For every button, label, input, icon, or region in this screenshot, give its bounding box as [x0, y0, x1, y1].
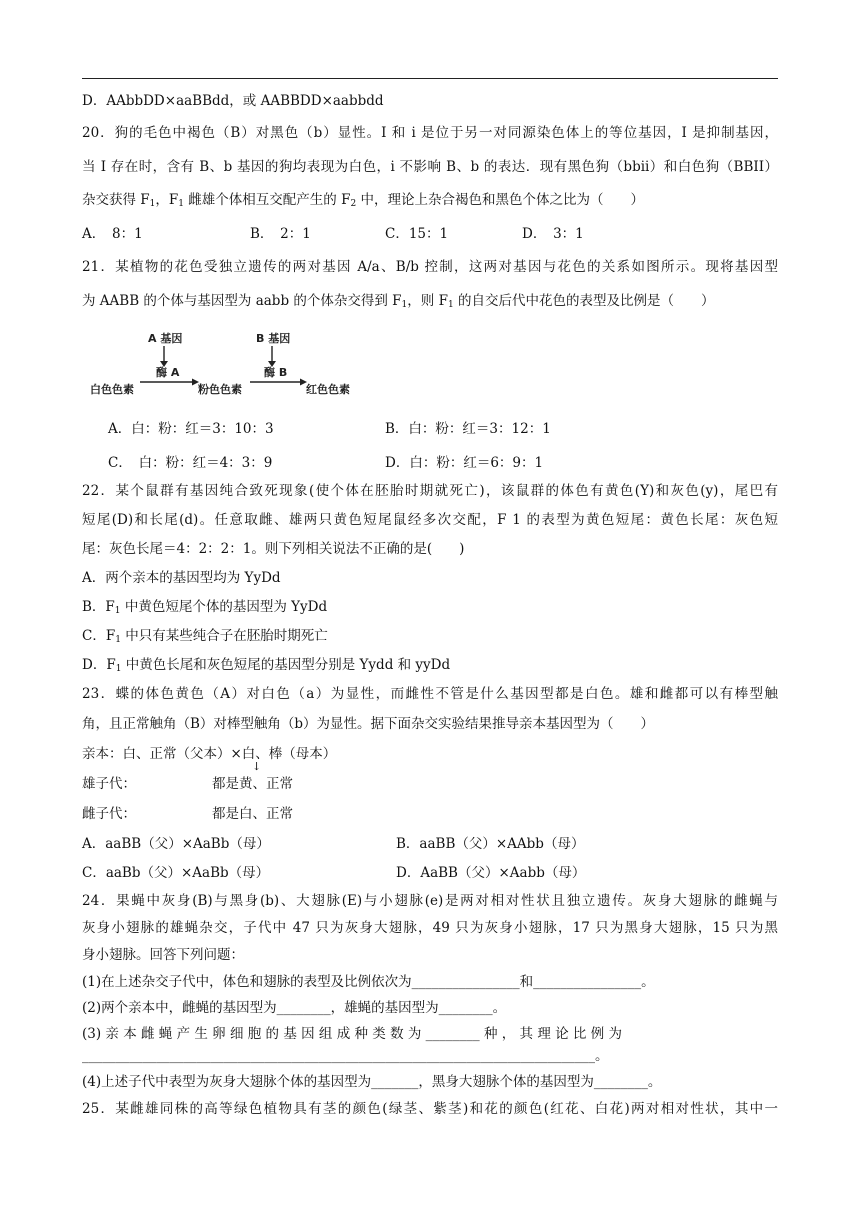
- q22-stem-line-2: 短尾(D)和长尾(d)。任意取雌、雄两只黄色短尾鼠经多次交配，F 1 的表型为黄色短尾：黄色长尾：灰色短: [82, 512, 778, 528]
- q22-stem-line-1: 22．某个鼠群有基因纯合致死现象(使个体在胚胎时期就死亡)，该鼠群的体色有黄色(Y)和灰色(y)，尾巴有: [82, 483, 778, 499]
- q21-stem-line-1: 21．某植物的花色受独立遗传的两对基因 A/a、B/b 控制，这两对基因与花色的关系如图所示。现将基因型: [82, 259, 778, 275]
- gene-b-label: B 基因: [256, 332, 291, 345]
- q24-part-4: (4)上述子代中表型为灰身大翅脉个体的基因型为_______，黑身大翅脉个体的基因型为________。: [82, 1074, 662, 1090]
- red-pigment-label: 红色色素: [306, 383, 350, 396]
- q23-stem-line-2: 角，且正常触角（B）对棒型触角（b）为显性。据下面杂交实验结果推导亲本基因型为（ ）: [82, 716, 655, 732]
- pink-pigment-label: 粉色色素: [198, 383, 242, 396]
- q23-stem-line-1: 23．蝶的体色黄色（A）对白色（a）为显性，而雌性不管是什么基因型都是白色。雄和雌都可以有棒型触: [82, 686, 778, 702]
- q23-male-label: 雄子代：: [82, 776, 136, 792]
- q22-option-c: C．$F_1$ 中只有某些纯合子在胚胎时期死亡: [82, 628, 328, 645]
- q22-option-b: B．$F_1$ 中黄色短尾个体的基因型为 YyDd: [82, 599, 328, 616]
- q23-parents: 亲本：白、正常（父本）×白、棒（母本）: [82, 746, 337, 762]
- q20-option-d: D． 3：1: [522, 226, 584, 242]
- q24-stem-line-1: 24．果蝇中灰身(B)与黑身(b)、大翅脉(E)与小翅脉(e)是两对相对性状且独立遗传。灰身大翅脉的雌蝇与: [82, 893, 778, 909]
- q23-female-result: 都是白、正常: [212, 806, 293, 822]
- q21-stem-line-2: 为 AABB 的个体与基因型为 aabb 的个体杂交得到 $F_1$，则 $F_1$ 的自交后代中花色的表型及比例是（ ）: [82, 293, 715, 310]
- q22-option-d: D．$F_1$ 中黄色长尾和灰色短尾的基因型分别是 Yydd 和 yyDd: [82, 657, 451, 674]
- q22-stem-line-3: 尾：灰色长尾＝4：2：2：1。则下列相关说法不正确的是( ): [82, 541, 465, 557]
- q21-option-b: B．白：粉：红＝3：12：1: [385, 421, 551, 437]
- q24-part-1: (1)在上述杂交子代中，体色和翅脉的表型及比例依次为________________和________________。: [82, 974, 655, 990]
- q21-option-c: C． 白：粉：红＝4：3：9: [108, 455, 273, 471]
- q20-stem-line-1: 20．狗的毛色中褐色（B）对黑色（b）显性。I 和 i 是位于另一对同源染色体上的等位基因，I 是抑制基因，: [82, 125, 778, 141]
- q20-stem-line-3: 杂交获得 $F_1$，$F_1$ 雌雄个体相互交配产生的 $F_2$ 中，理论上杂合褐色和黑色个体之比为（ ）: [82, 192, 644, 209]
- q24-part-3-blank: ____________________________________________________________________________。: [82, 1048, 609, 1064]
- q23-option-c: C．aaBb（父）×AaBb（母）: [82, 865, 270, 881]
- q25-stem-line-1: 25．某雌雄同株的高等绿色植物具有茎的颜色(绿茎、紫茎)和花的颜色(红花、白花)两对相对性状，其中一: [82, 1101, 778, 1117]
- q23-female-label: 雌子代：: [82, 806, 136, 822]
- q24-stem-line-3: 身小翅脉。回答下列问题：: [82, 947, 244, 963]
- q24-stem-line-2: 灰身小翅脉的雄蝇杂交，子代中 47 只为灰身大翅脉，49 只为灰身小翅脉，17 只为黑身大翅脉，15 只为黑: [82, 920, 778, 936]
- q24-part-2: (2)两个亲本中，雌蝇的基因型为________，雄蝇的基因型为________。: [82, 1000, 507, 1016]
- q23-cross-arrow: ↓: [252, 760, 262, 773]
- header-rule: [82, 78, 778, 79]
- q23-option-a: A．aaBB（父）×AaBb（母）: [82, 836, 270, 852]
- enzyme-b-label: 酶 B: [264, 366, 288, 379]
- white-pigment-label: 白色色素: [90, 383, 134, 396]
- q23-option-b: B．aaBB（父）×AAbb（母）: [396, 836, 585, 852]
- q21-option-a: A．白：粉：红＝3：10：3: [108, 421, 274, 437]
- q24-part-3: (3) 亲 本 雌 蝇 产 生 卵 细 胞 的 基 因 组 成 种 类 数 为 ________ 种 ， 其 理 论 比 例 为: [82, 1026, 622, 1042]
- q21-option-d: D．白：粉：红＝6：9：1: [385, 455, 544, 471]
- gene-a-label: A 基因: [148, 332, 183, 345]
- q22-option-a: A．两个亲本的基因型均为 YyDd: [82, 570, 281, 586]
- q23-option-d: D．AaBB（父）×Aabb（母）: [396, 865, 586, 881]
- pigment-pathway-diagram: [90, 330, 370, 396]
- q20-option-a: A． 8：1: [82, 226, 143, 242]
- q19-option-d: D．AAbbDD×aaBBdd，或 AABBDD×aabbdd: [82, 93, 384, 109]
- q23-male-result: 都是黄、正常: [212, 776, 293, 792]
- enzyme-a-label: 酶 A: [156, 366, 180, 379]
- q20-stem-line-2: 当 I 存在时，含有 B、b 基因的狗均表现为白色，i 不影响 B、b 的表达．现有黑色狗（bbii）和白色狗（BBII）: [82, 159, 778, 175]
- q20-option-c: C．15：1: [385, 226, 449, 242]
- q20-option-b: B． 2：1: [250, 226, 311, 242]
